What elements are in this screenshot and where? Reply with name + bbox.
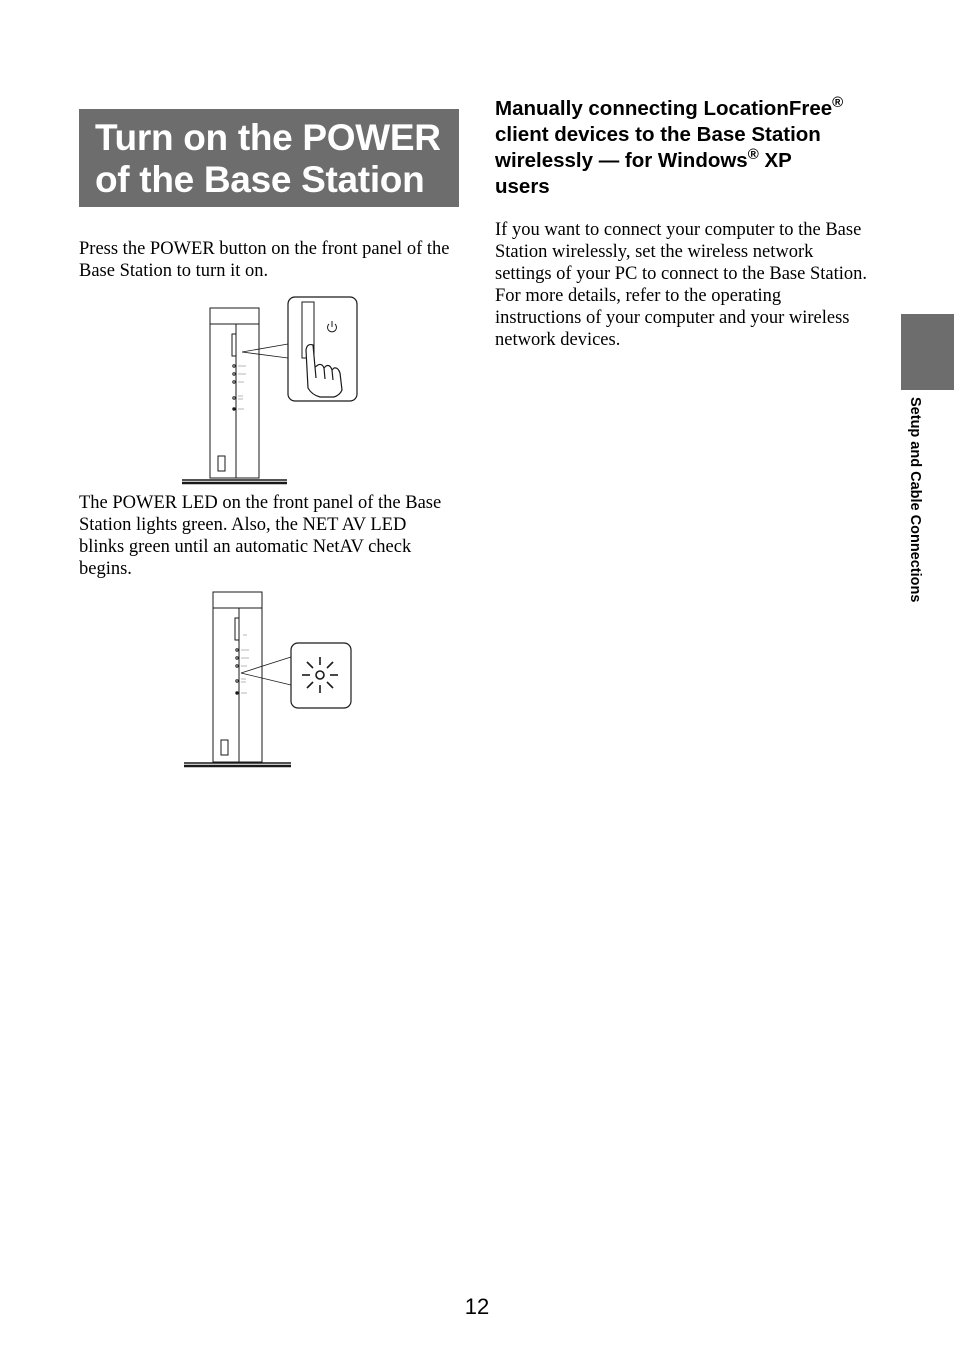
body-line: If you want to connect your computer to the Base (495, 220, 862, 240)
wireless-connection-heading (495, 96, 843, 200)
description-line: The POWER LED on the front panel of the Base (79, 493, 442, 513)
instruction-line: Press the POWER button on the front panel of the (79, 239, 450, 259)
section-title-line-2: of the Base Station (95, 159, 425, 200)
chapter-tab (901, 314, 954, 390)
power-led-description (79, 492, 441, 580)
registered-mark: ® (832, 94, 844, 111)
heading-line-1 (495, 96, 843, 122)
registered-mark: ® (747, 146, 759, 163)
power-button-instruction (79, 238, 449, 282)
description-line: blinks green until an automatic NetAV check (79, 537, 412, 557)
base-station-led-illustration (181, 589, 356, 769)
chapter-tab-label: Setup and Cable Connections (907, 397, 923, 603)
description-line: Station lights green. Also, the NET AV LED (79, 515, 407, 535)
base-station-power-button-illustration (178, 294, 362, 486)
heading-line-2: client devices to the Base Station (495, 123, 821, 146)
heading-text: wirelessly — for Windows (495, 149, 748, 172)
body-line: For more details, refer to the operating (495, 286, 782, 306)
body-line: settings of your PC to connect to the Base Station. (495, 264, 868, 284)
heading-line-4: users (495, 175, 550, 198)
heading-text: XP (758, 149, 792, 172)
body-line: instructions of your computer and your wireless (495, 308, 850, 328)
heading-line-3 (495, 148, 843, 174)
heading-text: Manually connecting LocationFree (495, 97, 833, 120)
body-line: Station wirelessly, set the wireless network (495, 242, 814, 262)
instruction-line: Base Station to turn it on. (79, 261, 269, 281)
section-title-line-1: Turn on the POWER (95, 117, 441, 158)
wireless-connection-body (495, 219, 867, 351)
section-title (79, 109, 459, 207)
description-line: begins. (79, 559, 132, 579)
page-number: 12 (464, 1294, 490, 1319)
body-line: network devices. (495, 330, 621, 350)
